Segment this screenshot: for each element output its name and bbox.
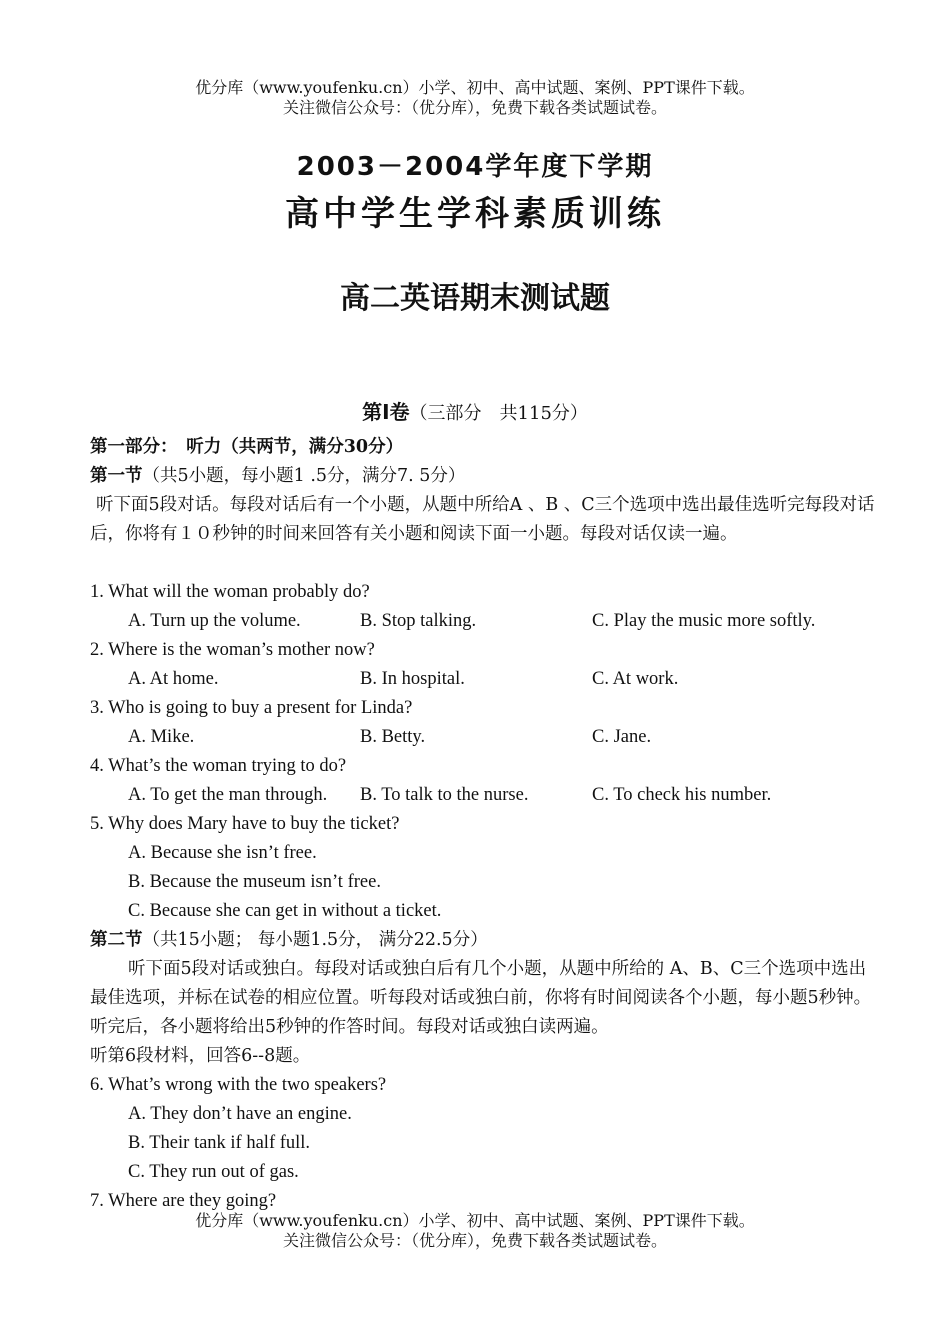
question-4-stem: 4. What’s the woman trying to do? [90,756,347,776]
page-footer [0,1211,950,1251]
option-b[interactable]: B. Because the museum isn’t free. [128,872,381,892]
question-4-options [90,781,880,810]
option-b[interactable]: B. To talk to the nurse. [360,785,529,805]
header-line-1: 优分库（www.youfenku.cn）小学、初中、高中试题、案例、PPT课件下载。 [195,78,755,97]
option-b[interactable]: B. In hospital. [360,669,465,689]
section2-detail: （共15小题； 每小题1.5分， 满分22.5分） [142,930,488,950]
question-3-stem: 3. Who is going to buy a present for Linda? [90,698,413,718]
option-b[interactable]: B. Betty. [360,727,426,747]
option-c[interactable]: C. They run out of gas. [128,1162,299,1182]
option-a[interactable]: A. Turn up the volume. [128,611,301,631]
option-a[interactable]: A. At home. [128,669,219,689]
footer-line-2: 关注微信公众号：（优分库），免费下载各类试题试卷。 [282,1231,667,1250]
option-b[interactable]: B. Their tank if half full. [128,1133,311,1153]
exam-title: 高二英语期末测试题 [340,281,610,316]
section2-heading [90,926,880,955]
term-title: 2003－2004学年度下学期 [296,152,654,182]
section1-label: 第一节 [90,466,143,486]
option-c[interactable]: C. To check his number. [592,785,772,805]
section2-note: 听第6段材料，回答6--8题。 [90,1046,311,1066]
volume-detail: （三部分 共115分） [409,403,588,424]
option-c[interactable]: C. Because she can get in without a ticket. [128,901,442,921]
part1-heading: 第一部分： 听力（共两节，满分30分） [90,437,404,457]
section1-detail: （共5小题，每小题1 .5分，满分7. 5分） [142,466,466,486]
question-1-stem: 1. What will the woman probably do? [90,582,370,602]
question-5-stem: 5. Why does Mary have to buy the ticket? [90,814,400,834]
option-a[interactable]: A. Because she isn’t free. [128,843,317,863]
question-3-options [90,723,880,752]
section1-instruction: 听下面5段对话。每段对话后有一个小题，从题中所给A 、B 、C三个选项中选出最佳选听完每段对话后，你将有１０秒钟的时间来回答有关小题和阅读下面一小题。每段对话仅读一遍。 [90,495,875,544]
section2-label: 第二节 [90,930,143,950]
option-c[interactable]: C. Play the music more softly. [592,611,816,631]
option-c[interactable]: C. Jane. [592,727,652,747]
header-line-2: 关注微信公众号：（优分库），免费下载各类试题试卷。 [282,98,667,117]
series-title: 高中学生学科素质训练 [285,194,665,234]
volume-label: 第Ⅰ卷 [362,400,410,424]
exam-body [90,433,880,1216]
option-b[interactable]: B. Stop talking. [360,611,477,631]
option-a[interactable]: A. To get the man through. [128,785,328,805]
page-header [0,78,950,118]
question-2-options [90,665,880,694]
option-c[interactable]: C. At work. [592,669,679,689]
question-2-stem: 2. Where is the woman’s mother now? [90,640,375,660]
question-6-stem: 6. What’s wrong with the two speakers? [90,1075,387,1095]
option-a[interactable]: A. They don’t have an engine. [128,1104,352,1124]
volume-heading [0,396,950,425]
option-a[interactable]: A. Mike. [128,727,195,747]
section1-heading [90,462,880,491]
section2-instruction: 听下面5段对话或独白。每段对话或独白后有几个小题，从题中所给的 A、B、C三个选项中选出最佳选项，并标在试卷的相应位置。听每段对话或独白前，你将有时间阅读各个小题，每小题5秒钟。听完后，各小题将给出5秒钟的作答时间。每段对话或独白读两遍。 [90,959,872,1037]
question-7-stem: 7. Where are they going? [90,1191,277,1211]
footer-line-1: 优分库（www.youfenku.cn）小学、初中、高中试题、案例、PPT课件下载。 [195,1211,755,1230]
question-1-options [90,607,880,636]
